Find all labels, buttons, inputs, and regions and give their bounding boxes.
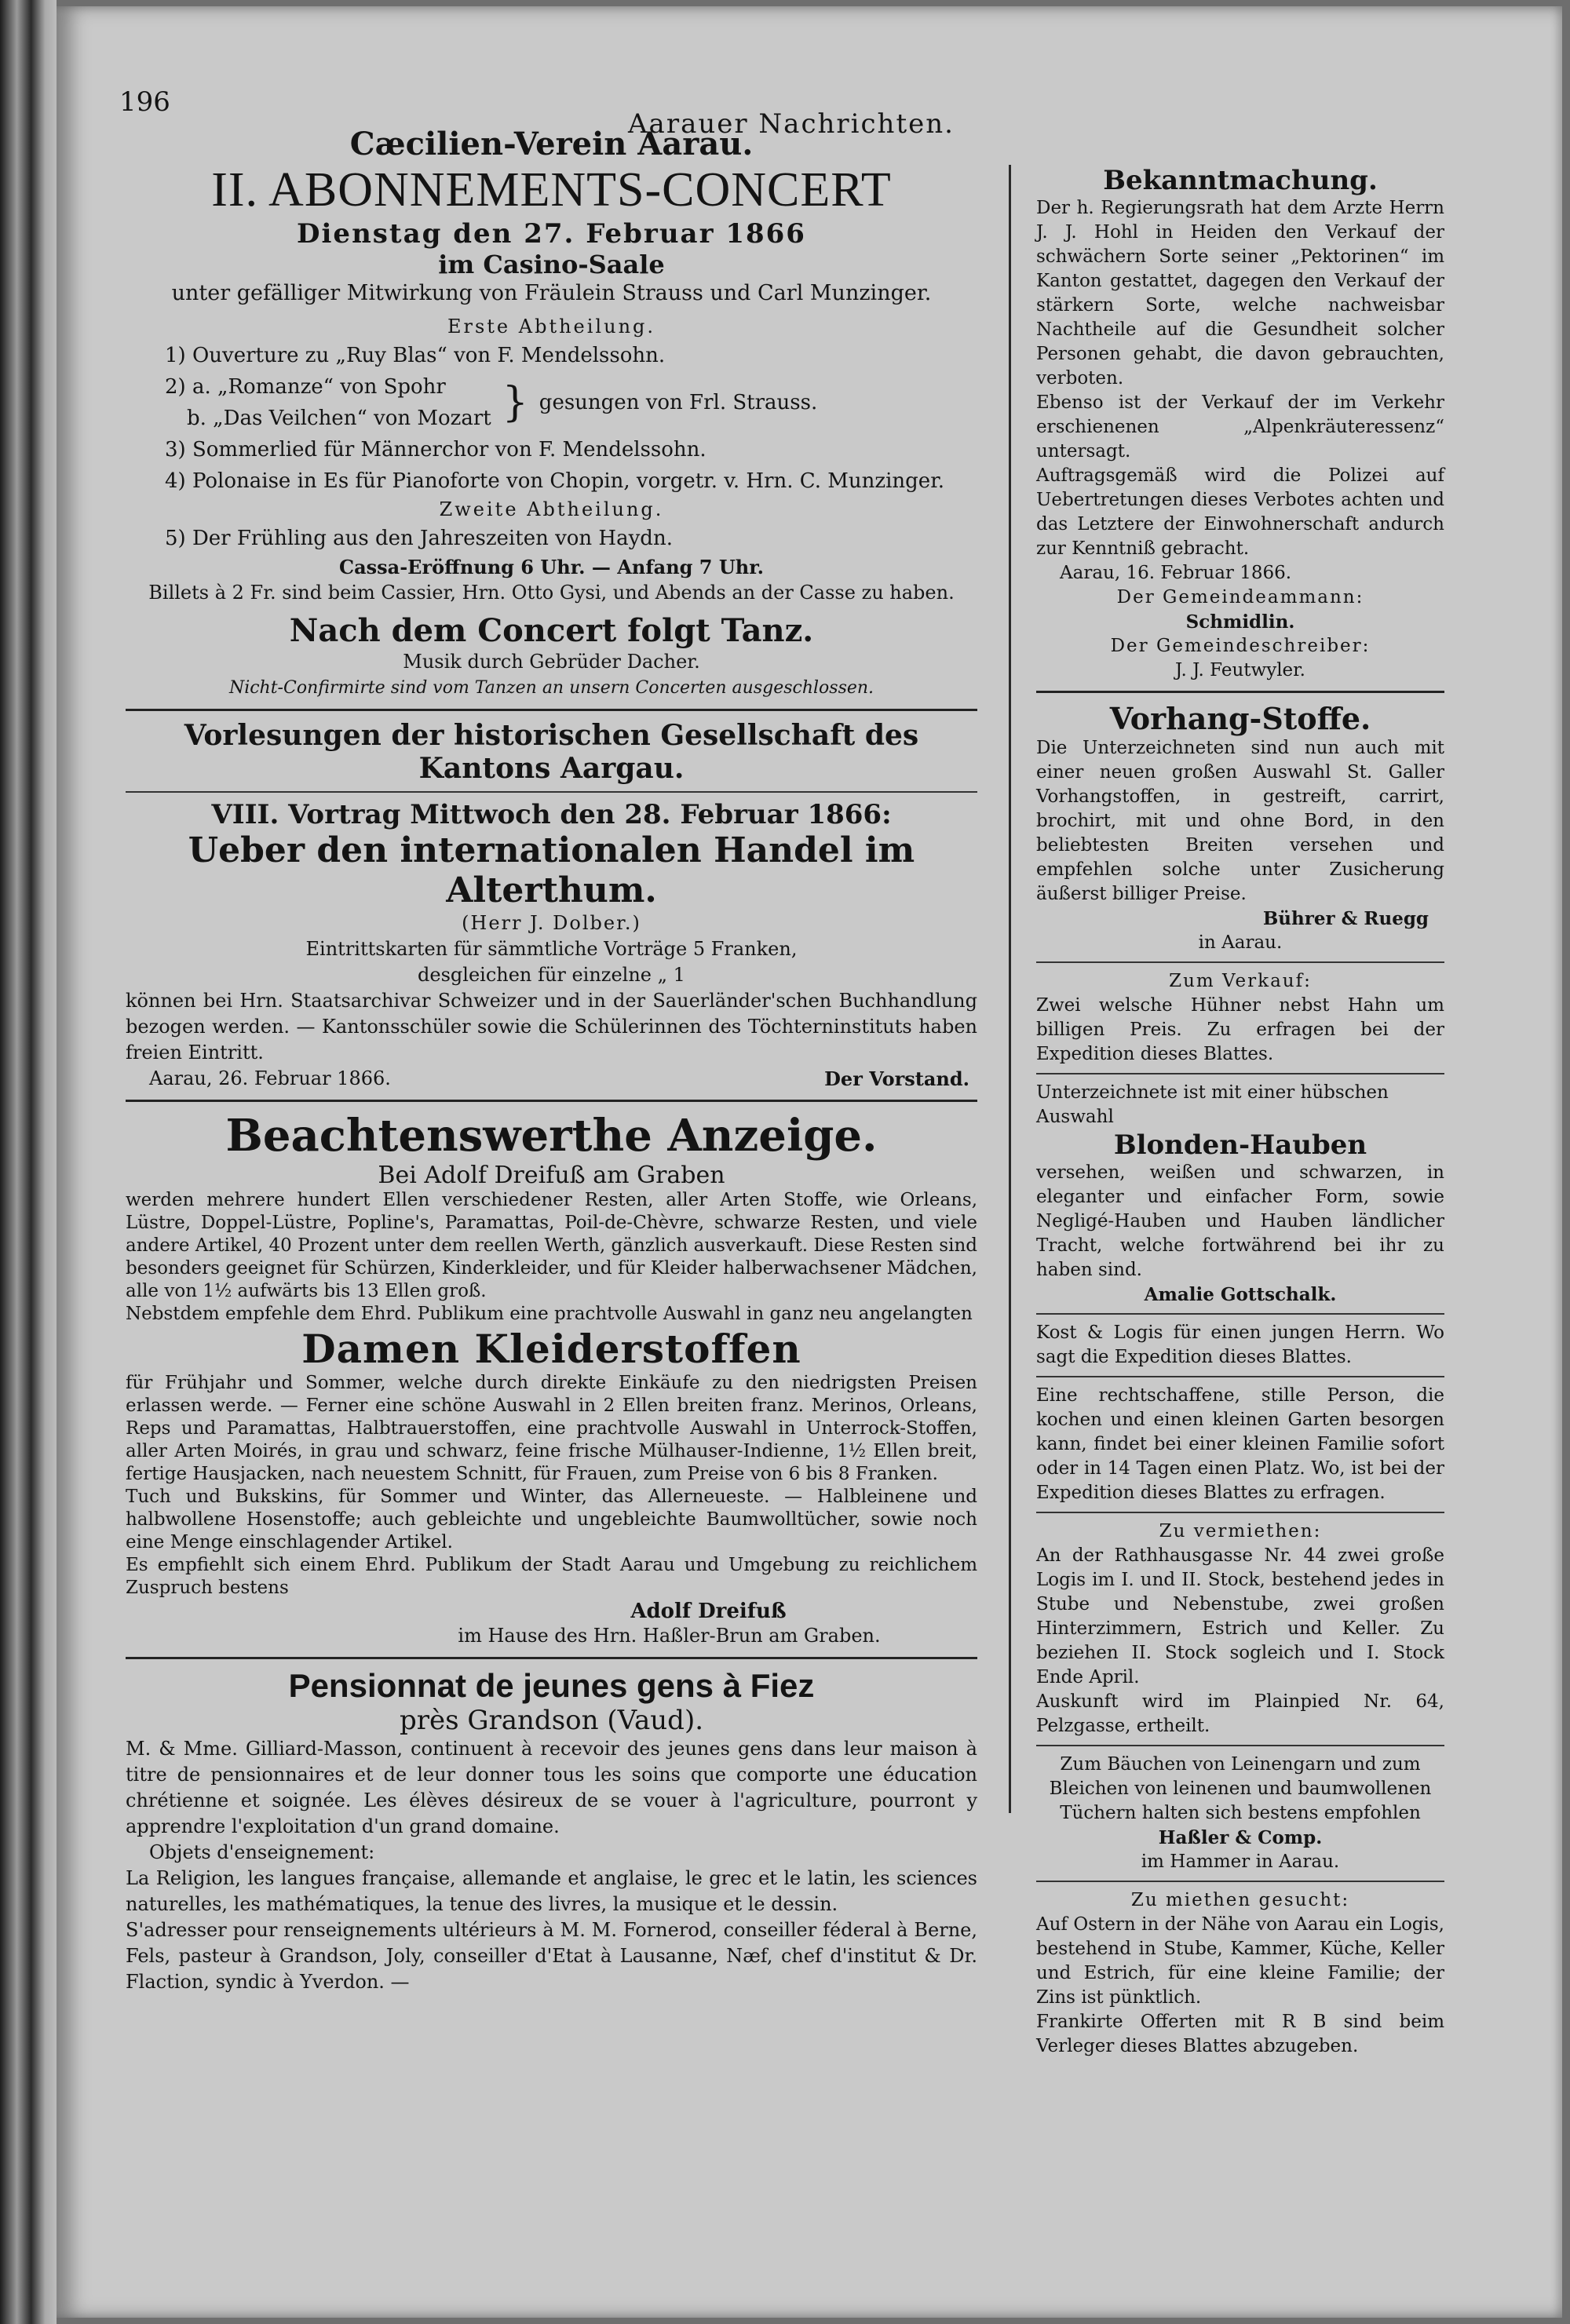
dreifuss-sub: Bei Adolf Dreifuß am Graben [378,1162,725,1189]
concert-society: Cæcilien-Verein Aarau. [349,126,754,162]
bh-intro: Unterzeichnete ist mit einer hübschen Auswahl [1036,1082,1389,1127]
lecture-speaker: (Herr J. Dolber.) [462,912,641,934]
program-item-4: 4) Polonaise in Es für Pianoforte von Chopin, vorgetr. v. Hrn. C. Munzinger. [165,469,945,493]
section-rule [126,709,977,711]
dreifuss-big: Damen Kleiderstoffen [301,1326,801,1372]
concert-title: II. ABONNEMENTS-CONCERT [211,163,892,217]
bek-name1: Schmidlin. [1185,611,1295,633]
concert-performers: unter gefälliger Mitwirkung von Fräulein Strauss und Carl Munzinger. [171,281,932,305]
section-rule [1036,1745,1444,1746]
person-body: Eine rechtschaffene, stille Person, die kochen und einen kleinen Garten besorgen kann, findet bei einer kleinen Familie sofort oder in 14 Tagen einen Platz. Wo, ist bei der Expedition dieses Blattes zu erfragen. [1036,1385,1444,1503]
program-item-2-note: gesungen von Frl. Strauss. [539,391,818,414]
bek-body2: Ebenso ist der Verkauf der im Verkehr erschienenen „Alpenkräuteressenz“ untersagt. [1036,392,1444,462]
section-rule [1036,961,1444,963]
zverm-heading: Zu vermiethen: [1159,1521,1322,1541]
section-rule [1036,1376,1444,1377]
zmg-body2: Frankirte Offerten mit R B sind beim Verleger dieses Blattes abzugeben. [1036,2012,1444,2056]
section-rule [1036,1073,1444,1074]
zv-body: Zwei welsche Hühner nebst Hahn um billigen Preis. Zu erfragen bei der Expedition dieses Blattes. [1036,995,1444,1064]
program-item-3: 3) Sommerlied für Männerchor von F. Mendelssohn. [165,438,706,462]
dreifuss-body5: Es empfiehlt sich einem Ehrd. Publikum der Stadt Aarau und Umgebung zu reichlichem Zuspruch bestens [126,1555,977,1598]
section-rule [126,1657,977,1659]
bh-body: versehen, weißen und schwarzen, in eleganter und einfacher Form, sowie Negligé-Hauben und Hauben ländlicher Tracht, welche fortwährend bei ihr zu haben sind. [1036,1162,1444,1280]
concert-date: Dienstag den 27. Februar 1866 [297,218,806,250]
dreifuss-body2: Nebstdem empfehle dem Ehrd. Publikum eine prachtvolle Auswahl in ganz neu angelangten [126,1304,973,1324]
bh-heading: Blonden-Hauben [1113,1129,1367,1161]
binding-gutter [0,0,57,2324]
program-item-2a: 2) a. „Romanze“ von Spohr [165,375,446,399]
dreifuss-sign: Adolf Dreifuß [630,1600,787,1623]
bek-date: Aarau, 16. Februar 1866. [1060,563,1292,583]
running-head: Aarauer Nachrichten. [628,108,955,140]
bauch-body: Zum Bäuchen von Leinengarn und zum Bleichen von leinenen und baumwollenen Tüchern halten sich bestens empfohlen [1049,1754,1432,1823]
kost-body: Kost & Logis für einen jungen Herrn. Wo sagt die Expedition dieses Blattes. [1036,1323,1444,1367]
vh-heading: Vorhang-Stoffe. [1109,701,1371,736]
pension-body1: M. & Mme. Gilliard-Masson, continuent à recevoir des jeunes gens dans leur maison à titre de pensionnaires et de leur donner tous les soins que comporte une éducation chrétienne et soignée. Les élèves désireux de se vouer à l'agriculture, pourront y apprendre l'exploitation d'un grand domaine. [126,1738,977,1837]
left-column [126,126,977,1995]
section-rule [1036,1881,1444,1882]
concert-note: Nicht-Confirmirte sind vom Tanzen an unsern Concerten ausgeschlossen. [228,678,874,698]
program-item-2b: b. „Das Veilchen“ von Mozart [187,407,491,430]
pension-body3: La Religion, les langues française, allemande et anglaise, le grec et le latin, les sciences naturelles, les mathématiques, la tenue des livres, la musique et le dessin. [126,1867,977,1915]
zmg-body1: Auf Ostern in der Nähe von Aarau ein Logis, bestehend in Stube, Kammer, Küche, Keller und Estrich, für eine kleine Familie; der Zins ist pünktlich. [1036,1914,1444,2008]
zverm-body1: An der Rathhausgasse Nr. 44 zwei große Logis im I. und II. Stock, bestehend jedes in Stube und Nebenstube, zwei großen Hinterzimmern, Estrich und Keller. Zu beziehen II. Stock sogleich und I. Stock Ende April. [1036,1545,1444,1687]
lecture-body: können bei Hrn. Staatsarchivar Schweizer und in der Sauerländer'schen Buchhandlung bezogen werden. — Kantonsschüler sowie die Schülerinnen des Töchterninstituts haben freien Eintritt. [126,990,977,1063]
vh-body: Die Unterzeichneten sind nun auch mit einer neuen großen Auswahl St. Galler Vorhangstoffen, in gestreift, carrirt, brochirt, mit und ohne Bord, in den beliebtesten Breiten versehen und empfehlen solche unter Zusicherung äußerst billiger Preise. [1036,738,1444,904]
section-rule [1036,1313,1444,1315]
bh-sign: Amalie Gottschalk. [1144,1284,1337,1305]
zmg-heading: Zu miethen gesucht: [1130,1890,1350,1910]
dreifuss-body1: werden mehrere hundert Ellen verschiedener Resten, aller Arten Stoffe, wie Orleans, Lüstre, Doppel-Lüstre, Popline's, Paramattas, Poil-de-Chèvre, schwarze Resten, und viele andere Artikel, 40 Prozent unter dem reellen Werth, gänzlich ausverkauft. Diese Resten sind besonders geeignet für Schürzen, Kinderkleider, und für Kleider halberwachsener Mädchen, alle von 1½ aufwärts bis 13 Ellen groß. [126,1190,977,1301]
bek-name2: J. J. Feutwyler. [1175,660,1305,680]
section-rule [1036,1512,1444,1513]
concert-tickets: Billets à 2 Fr. sind beim Cassier, Hrn. Otto Gysi, und Abends an der Casse zu haben. [148,582,955,604]
pension-sub: près Grandson (Vaud). [399,1705,704,1736]
section-rule [126,791,977,793]
lecture-heading: Vorlesungen der historischen Gesellschaft des Kantons Aargau. [184,719,919,785]
page-number: 196 [119,86,170,118]
bauch-place: im Hammer in Aarau. [1141,1852,1340,1872]
concert-program-1: 1) Ouverture zu „Ruy Blas“ von F. Mendelssohn. 2) a. „Romanze“ von Spohr b. „Das Veilchen“ von Mozart } gesungen von Frl. Strauss. 3) Sommerlied für Männerchor von F. Mendelssohn. 4) Polonaise in Es für Pianoforte von Chopin, vorgetr. v. Hrn. C. Munzinger. [165,340,977,497]
concert-dance: Nach dem Concert folgt Tanz. [289,612,814,649]
pension-heading: Pensionnat de jeunes gens à Fiez [288,1667,815,1704]
column-divider [1009,165,1011,1813]
concert-opening: Cassa-Eröffnung 6 Uhr. — Anfang 7 Uhr. [338,556,765,578]
right-column [1036,165,1444,2059]
lecture-tickets-a: Eintrittskarten für sämmtliche Vorträge 5 Franken, [305,938,798,960]
bauch-sign: Haßler & Comp. [1158,1827,1323,1848]
section-rule [1036,691,1444,693]
lecture-signed: Der Vorstand. [824,1067,969,1090]
dreifuss-body4: Tuch und Bukskins, für Sommer und Winter, das Allerneueste. — Halbleinene und halbwollene Hosenstoffe; auch gebleichte und ungebleichte Baumwolltücher, sowie noch eine Menge einschlagender Artikel. [126,1487,977,1552]
pension-body4: S'adresser pour renseignements ultérieurs à M. M. Fornerod, conseiller féderal à Berne, Fels, pasteur à Grandson, Joly, conseiller d'Etat à Lausanne, Næf, chef d'institut & Dr. Flaction, syndic à Yverdon. — [126,1919,977,1993]
concert-venue: im Casino-Saale [438,250,665,279]
program-item-5: 5) Der Frühling aus den Jahreszeiten von Haydn. [165,527,673,550]
dreifuss-body3: für Frühjahr und Sommer, welche durch direkte Einkäufe zu den niedrigsten Preisen erlassen werde. — Ferner eine schöne Auswahl in 2 Ellen breiten franz. Merinos, Orleans, Reps und Paramattas, Halbtrauerstoffen, eine prachtvolle Auswahl in Unterrock-Stoffen, aller Arten Moirés, in grau und schwarz, feine frische Mülhauser-Indienne, 1½ Ellen breit, fertige Hausjacken, nach neuestem Schnitt, für Frauen, zum Preise von 6 bis 8 Franken. [126,1373,977,1484]
concert-music: Musik durch Gebrüder Dacher. [403,651,700,673]
dreifuss-heading: Beachtenswerthe Anzeige. [225,1110,878,1162]
dreifuss-sign2: im Hause des Hrn. Haßler-Brun am Graben. [458,1625,881,1647]
bek-heading: Bekanntmachung. [1103,165,1378,196]
zv-heading: Zum Verkauf: [1169,971,1312,991]
lecture-line1: VIII. Vortrag Mittwoch den 28. Februar 1866: [211,799,892,830]
bek-role2: Der Gemeindeschreiber: [1110,636,1371,656]
lecture-place-date: Aarau, 26. Februar 1866. [149,1067,391,1089]
section-rule [126,1100,977,1102]
lecture-tickets-b: desgleichen für einzelne „ 1 [418,964,685,986]
lecture-title: Ueber den internationalen Handel im Alterthum. [188,830,915,910]
bek-role1: Der Gemeindeammann: [1116,587,1364,607]
zverm-body2: Auskunft wird im Plainpied Nr. 64, Pelzgasse, ertheilt. [1036,1691,1444,1736]
bek-body3: Auftragsgemäß wird die Polizei auf Uebertretungen dieses Verbotes achten und das Letztere der Einwohnerschaft andurch zur Kenntniß gebracht. [1036,465,1444,559]
lecture-footer [126,1066,977,1092]
vh-place: in Aarau. [1198,932,1283,953]
vh-sign: Bührer & Ruegg [1262,908,1429,929]
program-item-1: 1) Ouverture zu „Ruy Blas“ von F. Mendelssohn. [165,344,666,367]
concert-part1: Erste Abtheilung. [447,316,656,337]
pension-body2: Objets d'enseignement: [149,1841,375,1863]
bek-body1: Der h. Regierungsrath hat dem Arzte Herrn J. J. Hohl in Heiden den Verkauf der schwächern Sorte seiner „Pektorinen“ im Kanton gestattet, dagegen den Verkauf der stärkern Sorte, welche nachweisbar Nachtheile auf die Gesundheit solcher Personen gehabt, die davon gebrauchten, verboten. [1036,198,1444,389]
concert-part2: Zweite Abtheilung. [439,498,664,520]
